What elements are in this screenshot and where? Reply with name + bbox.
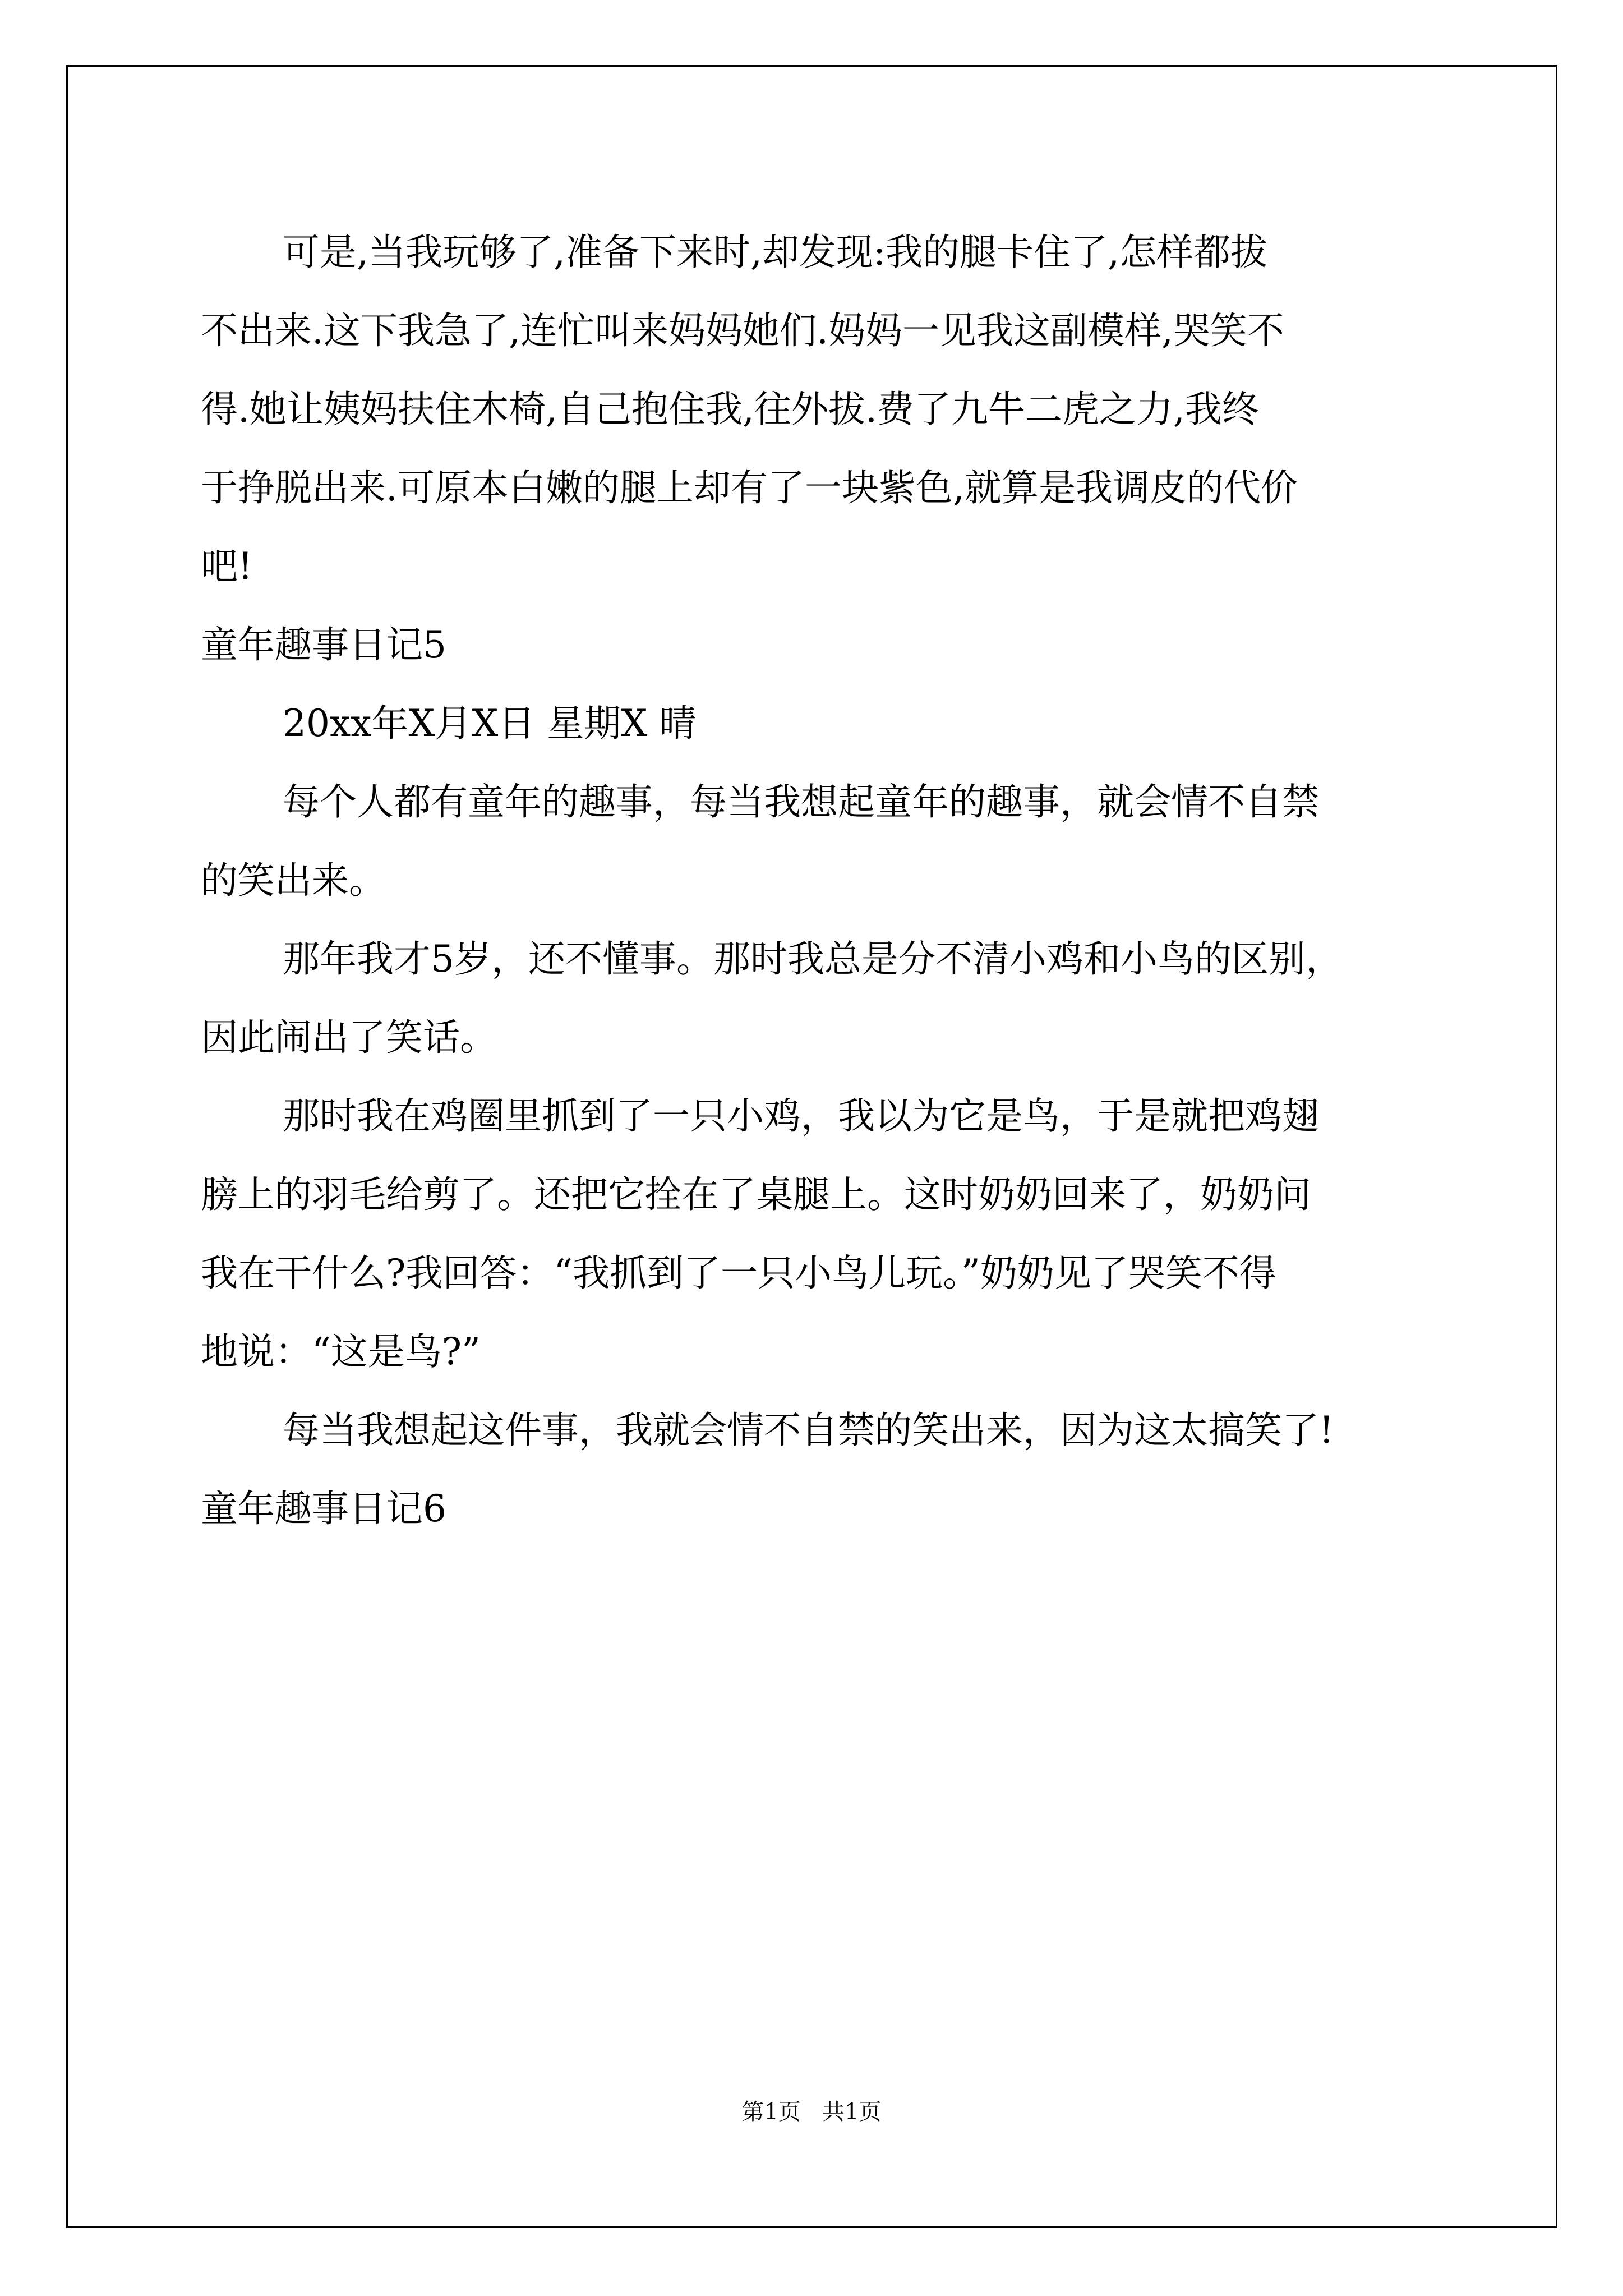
paragraph-line: 每个人都有童年的趣事，每当我想起童年的趣事，就会情不自禁 (283, 780, 1319, 823)
date-line: 20xx年X月X日 星期X 晴 (283, 702, 697, 745)
page-footer: 第1页 共1页 (741, 2099, 882, 2125)
paragraph-line: 吧! (201, 545, 253, 588)
paragraph-line: 可是,当我玩够了,准备下来时,却发现:我的腿卡住了,怎样都拔 (283, 231, 1268, 274)
paragraph-line: 于挣脱出来.可原本白嫩的腿上却有了一块紫色,就算是我调皮的代价 (201, 466, 1298, 509)
section-heading: 童年趣事日记5 (201, 623, 446, 666)
paragraph-line: 不出来.这下我急了,连忙叫来妈妈她们.妈妈一见我这副模样,哭笑不 (201, 309, 1284, 352)
paragraph-line: 因此闹出了笑话。 (201, 1016, 497, 1059)
paragraph-line: 得.她让姨妈扶住木椅,自己抱住我,往外拔.费了九牛二虎之力,我终 (201, 388, 1259, 431)
paragraph-line: 那时我在鸡圈里抓到了一只小鸡，我以为它是鸟，于是就把鸡翅 (283, 1094, 1319, 1138)
paragraph-line: 那年我才5岁，还不懂事。那时我总是分不清小鸡和小鸟的区别， (283, 937, 1343, 981)
paragraph-line: 我在干什么?我回答：“我抓到了一只小鸟儿玩。”奶奶见了哭笑不得 (201, 1251, 1276, 1295)
paragraph-line: 的笑出来。 (201, 859, 386, 902)
paragraph-line: 每当我想起这件事，我就会情不自禁的笑出来，因为这太搞笑了! (283, 1409, 1334, 1452)
section-heading: 童年趣事日记6 (201, 1487, 446, 1530)
paragraph-line: 地说：“这是鸟?” (201, 1330, 481, 1373)
paragraph-line: 膀上的羽毛给剪了。还把它拴在了桌腿上。这时奶奶回来了，奶奶问 (201, 1173, 1311, 1216)
